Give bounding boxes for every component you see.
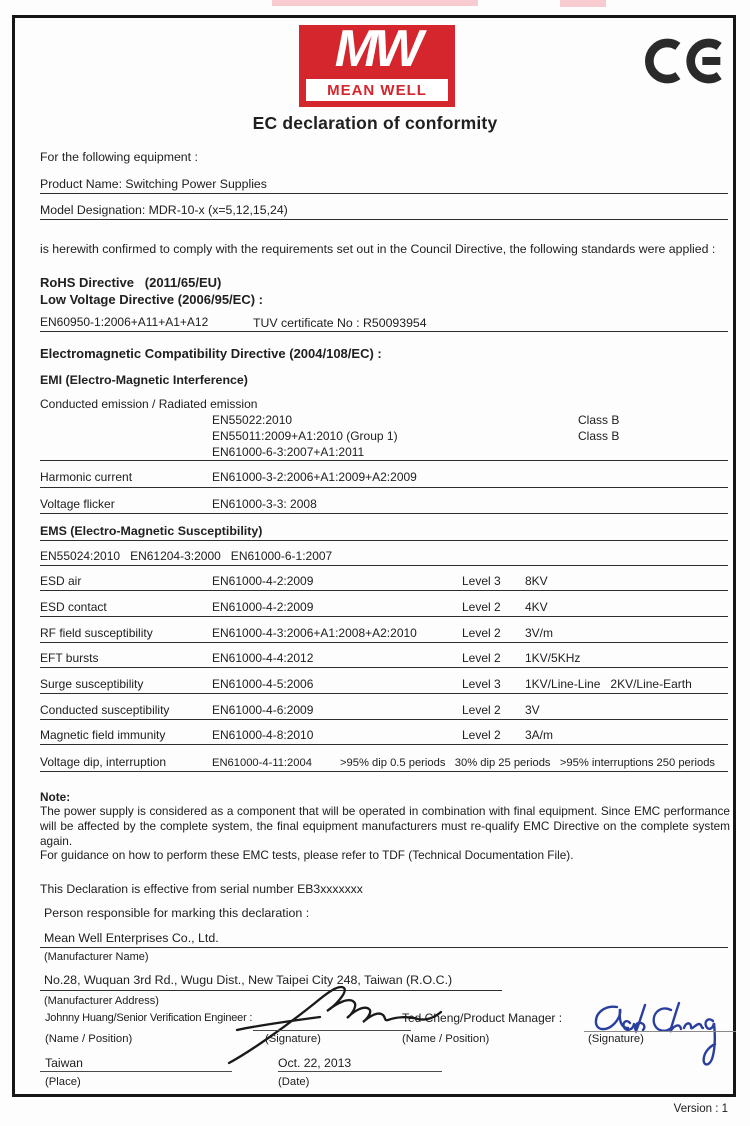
safety-standard: EN60950-1:2006+A11+A1+A12 (40, 315, 209, 329)
place-label: (Place) (45, 1076, 81, 1088)
ems-row-value: 3V/m (525, 626, 554, 640)
confirmation-paragraph: is herewith confirmed to comply with the requirements set out in the Council Directive, the following standards were applied : (40, 242, 716, 256)
underline (40, 460, 728, 461)
right-signature-underline (584, 1031, 736, 1032)
place-underline (40, 1071, 232, 1072)
underline (40, 565, 728, 566)
underline (40, 513, 728, 514)
scan-smudge (272, 0, 478, 6)
ems-row-value: >95% dip 0.5 periods 30% dip 25 periods >95% interruptions 250 periods (340, 757, 716, 769)
ems-row-label: EFT bursts (40, 651, 99, 665)
ce-mark-icon (641, 27, 725, 95)
manufacturer-name: Mean Well Enterprises Co., Ltd. (44, 931, 219, 945)
low-voltage-directive-line: Low Voltage Directive (2006/95/EC) : (40, 292, 263, 307)
responsible-line: Person responsible for marking this declaration : (44, 906, 310, 920)
emi-row-standard: EN61000-3-3: 2008 (212, 497, 317, 511)
underline (40, 744, 728, 745)
ems-row-standard: EN61000-4-4:2012 (212, 651, 314, 665)
ems-row-label: Surge susceptibility (40, 677, 144, 691)
underline (40, 487, 728, 488)
underline (40, 616, 728, 617)
ems-row-label: Voltage dip, interruption (40, 755, 167, 769)
emi-row-standard: EN61000-3-2:2006+A1:2009+A2:2009 (212, 470, 417, 484)
left-signature-label: (Signature) (265, 1033, 321, 1045)
emi-standard: EN55022:2010 (212, 413, 293, 427)
ems-standards-line: EN55024:2010 EN61204-3:2000 EN61000-6-1:2007 (40, 549, 333, 563)
ems-row-standard: EN61000-4-2:2009 (212, 574, 314, 588)
ems-row-level: Level 3 (462, 574, 501, 588)
emi-class: Class B (578, 413, 620, 427)
ems-row-label: ESD contact (40, 600, 107, 614)
ems-row-value: 1KV/Line-Line 2KV/Line-Earth (525, 677, 692, 691)
ems-row-value: 4KV (525, 600, 548, 614)
ems-row-value: 3A/m (525, 728, 554, 742)
emi-standard: EN61000-6-3:2007+A1:2011 (212, 445, 365, 459)
model-designation-line: Model Designation: MDR-10-x (x=5,12,15,24) (40, 203, 288, 217)
ems-row-label: ESD air (40, 574, 82, 588)
ems-row-label: Magnetic field immunity (40, 728, 166, 742)
underline (40, 331, 728, 332)
underline (40, 540, 728, 541)
ems-header: EMS (Electro-Magnetic Susceptibility) (40, 524, 263, 538)
ems-row-value: 8KV (525, 574, 548, 588)
date-underline (278, 1071, 442, 1072)
right-signature-label: (Signature) (588, 1033, 644, 1045)
ems-row-level: Level 2 (462, 703, 501, 717)
underline (40, 667, 728, 668)
ems-row-standard: EN61000-4-5:2006 (212, 677, 314, 691)
ems-row-level: Level 2 (462, 651, 501, 665)
scan-smudge (560, 0, 606, 7)
note-guidance: For guidance on how to perform these EMC tests, please refer to TDF (Technical Documentation File). (40, 848, 574, 862)
underline (40, 693, 728, 694)
place-value: Taiwan (45, 1056, 83, 1070)
left-name-position-label: (Name / Position) (45, 1033, 133, 1045)
underline (40, 719, 728, 720)
date-label: (Date) (278, 1076, 310, 1088)
page-title: EC declaration of conformity (252, 113, 498, 133)
ems-row-standard: EN61000-4-6:2009 (212, 703, 314, 717)
note-heading: Note: (40, 790, 71, 804)
ems-row-level: Level 2 (462, 600, 501, 614)
emc-directive-line: Electromagnetic Compatibility Directive (2004/108/EC) : (40, 346, 382, 361)
right-signer-name: Ted Cheng/Product Manager : (402, 1011, 563, 1025)
tuv-certificate: TUV certificate No : R50093954 (253, 316, 427, 330)
rohs-directive-line: RoHS Directive (2011/65/EU) (40, 275, 222, 290)
ems-row-standard: EN61000-4-2:2009 (212, 600, 314, 614)
emi-class: Class B (578, 429, 620, 443)
ems-row-level: Level 2 (462, 728, 501, 742)
left-signature-underline (253, 1030, 411, 1031)
left-signer-name: Johnny Huang/Senior Verification Engineer : (45, 1012, 253, 1024)
right-name-position-label: (Name / Position) (402, 1033, 490, 1045)
ems-row-label: RF field susceptibility (40, 626, 153, 640)
ems-row-value: 1KV/5KHz (525, 651, 581, 665)
ems-row-level: Level 2 (462, 626, 501, 640)
manufacturer-address-label: (Manufacturer Address) (44, 995, 159, 1007)
emi-row-label: Harmonic current (40, 470, 133, 484)
emi-row-label: Voltage flicker (40, 497, 115, 511)
ems-row-level: Level 3 (462, 677, 501, 691)
note-body: The power supply is considered as a component that will be operated in combination with final equipment. Since EMC performance will be affected by the complete system, the final equipment manufacturers must re-qualify EMC Directive on the complete system again. (40, 804, 730, 848)
ems-row-standard: EN61000-4-3:2006+A1:2008+A2:2010 (212, 626, 417, 640)
underline (40, 947, 728, 948)
underline (40, 642, 728, 643)
version-label: Version : 1 (673, 1103, 728, 1115)
manufacturer-address: No.28, Wuquan 3rd Rd., Wugu Dist., New Taipei City 248, Taiwan (R.O.C.) (44, 973, 453, 987)
equipment-intro-line: For the following equipment : (40, 150, 198, 164)
mean-well-logo (299, 20, 455, 107)
underline (40, 193, 728, 194)
serial-effective-line: This Declaration is effective from serial number EB3xxxxxxx (40, 882, 363, 896)
emi-standard: EN55011:2009+A1:2010 (Group 1) (212, 429, 398, 443)
ems-row-standard: EN61000-4-8:2010 (212, 728, 314, 742)
underline (40, 771, 728, 772)
underline (40, 219, 728, 220)
ems-row-standard: EN61000-4-11:2004 (212, 757, 312, 769)
mw-logo-letters: MW (334, 20, 420, 78)
underline (40, 590, 728, 591)
mw-logo-brand-name: MEAN WELL (327, 81, 427, 99)
emi-header: EMI (Electro-Magnetic Interference) (40, 373, 248, 387)
manufacturer-name-label: (Manufacturer Name) (44, 951, 149, 963)
ems-row-label: Conducted susceptibility (40, 703, 170, 717)
ems-row-value: 3V (525, 703, 540, 717)
mw-logo-strip (306, 79, 448, 101)
product-name-line: Product Name: Switching Power Supplies (40, 177, 267, 191)
emi-conducted-label: Conducted emission / Radiated emission (40, 397, 258, 411)
date-value: Oct. 22, 2013 (278, 1056, 352, 1070)
